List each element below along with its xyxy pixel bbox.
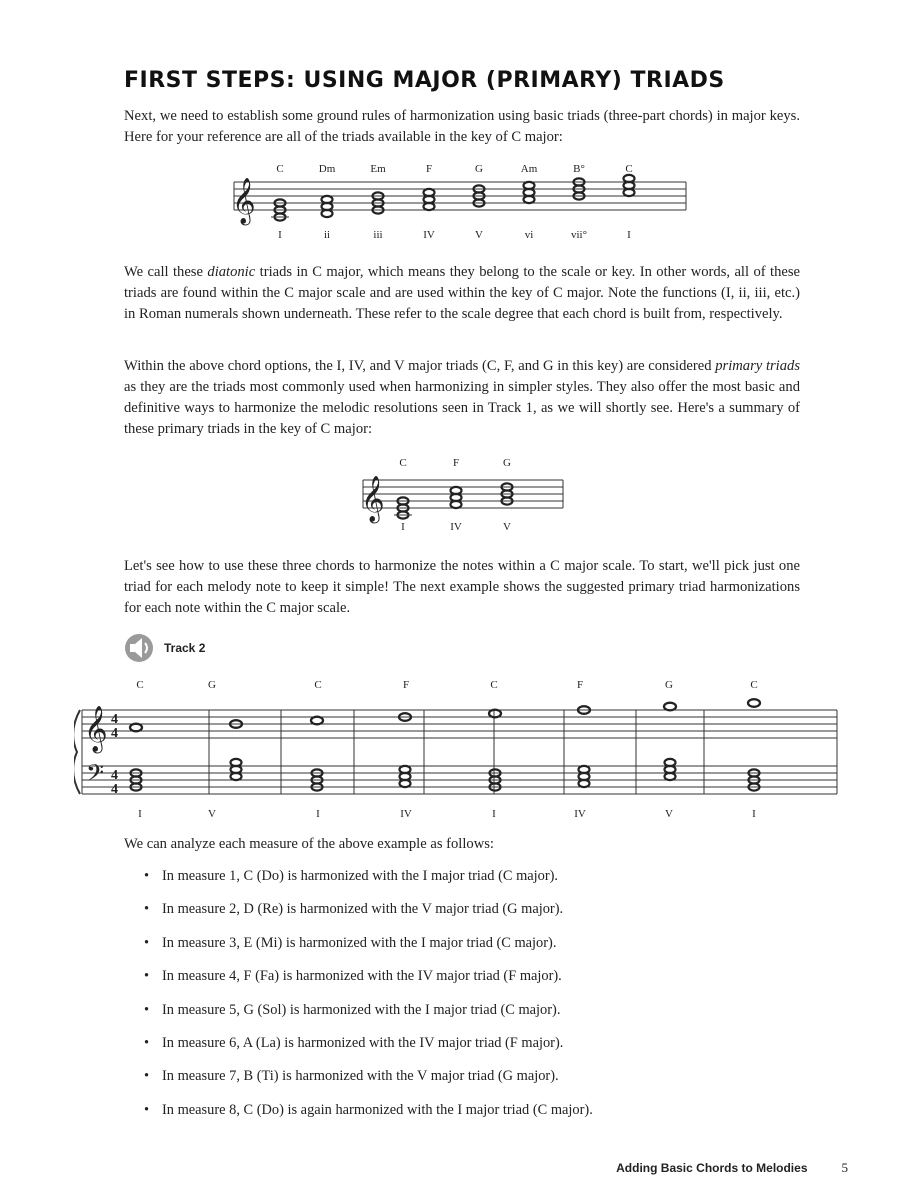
roman-numeral: ii <box>323 229 331 241</box>
melody-whole-note <box>311 717 323 725</box>
primary-triads-paragraph: Within the above chord options, the I, IV, and V major triads (C, F, and G in this key) are considered primary triads as they are the triads most commonly used when harmonizing in simpler styles. They also offer the most basic and definitive ways to harmonize the melodic resolutions seen in Track 1, as we will shortly see. Here's a summary of these primary triads in the key of C major: <box>124 358 801 437</box>
bullet-icon: • <box>144 1068 150 1085</box>
list-item-text: In measure 4, F (Fa) is harmonized with the IV major triad (F major). <box>162 968 562 985</box>
chord-symbol: C <box>399 457 407 469</box>
system-brace <box>74 710 80 794</box>
chord-symbol: B° <box>573 163 585 175</box>
roman-numeral: I <box>138 808 142 820</box>
bass-clef-icon: 𝄢 <box>86 761 105 792</box>
roman-numeral: I <box>752 808 756 820</box>
chord-symbol: C <box>750 679 758 691</box>
roman-numeral: V <box>665 808 673 820</box>
primary-triads-term: primary triads <box>715 358 801 374</box>
diatonic-paragraph: We call these diatonic triads in C major, which means they belong to the scale or key. In other words, all of these triads are found within the C major scale and are used within the key of C major. Note the functions (I, ii, iii, etc.) in Roman numerals shown underneath. These refer to the scale degree that each chord is built from, respectively. <box>124 264 800 322</box>
svg-text:4: 4 <box>111 726 118 741</box>
triad-8 <box>624 175 635 196</box>
track-label: Track 2 <box>164 641 206 655</box>
bullet-icon: • <box>144 1101 150 1118</box>
treble-clef-icon: 𝄞 <box>361 476 385 521</box>
bullet-icon: • <box>144 934 150 951</box>
list-item <box>144 899 593 932</box>
roman-numeral: iii <box>373 229 383 241</box>
time-signature <box>111 712 118 797</box>
roman-numeral: V <box>208 808 216 820</box>
primary-triad-2 <box>451 487 462 508</box>
melody-whole-note <box>748 699 760 707</box>
chord-symbol: F <box>576 679 584 691</box>
chord-symbol: C <box>490 679 498 691</box>
staff-lines <box>234 182 686 210</box>
bass-staff-lines <box>82 766 837 794</box>
triad-2 <box>322 196 333 217</box>
diatonic-triads-staff <box>226 156 696 246</box>
chord-symbol: G <box>665 679 673 691</box>
chord-symbol: C <box>625 163 633 175</box>
treble-clef-icon: 𝄞 <box>84 706 108 751</box>
section-heading: FIRST STEPS: USING MAJOR (PRIMARY) TRIADS <box>124 68 725 93</box>
svg-text:4: 4 <box>111 768 118 783</box>
treble-staff-lines <box>82 710 837 738</box>
chord-symbol: G <box>503 457 511 469</box>
list-item-text: In measure 2, D (Re) is harmonized with the V major triad (G major). <box>162 901 564 918</box>
diatonic-term: diatonic <box>207 264 256 280</box>
measure-analysis-list <box>144 866 593 1133</box>
list-item-text: In measure 5, G (Sol) is harmonized with the I major triad (C major). <box>162 1001 561 1018</box>
staff-lines <box>363 480 563 508</box>
primary-triads-staff <box>357 450 577 540</box>
chord-symbol: C <box>276 163 284 175</box>
footer-title: Adding Basic Chords to Melodies <box>616 1161 808 1175</box>
bass-triad-2 <box>231 759 242 780</box>
roman-numeral: IV <box>423 229 435 241</box>
bullet-icon: • <box>144 868 150 884</box>
roman-numeral: vii° <box>570 229 588 241</box>
list-item-text: In measure 1, C (Do) is harmonized with the I major triad (C major). <box>162 868 559 884</box>
intro-paragraph: Next, we need to establish some ground rules of harmonization using basic triads (three-part chords) in major keys. Here for your reference are all of the triads available in the key of C major: <box>124 108 800 145</box>
speaker-icon <box>124 633 158 663</box>
track-2-audio[interactable] <box>124 633 205 663</box>
list-item-text: In measure 6, A (La) is harmonized with the IV major triad (F major). <box>162 1034 564 1051</box>
svg-text:4: 4 <box>111 712 118 727</box>
melody-whole-note <box>130 724 142 732</box>
page-footer <box>616 1160 848 1176</box>
chord-symbol: G <box>475 163 483 175</box>
chord-symbol: G <box>208 679 216 691</box>
track-2-grand-staff <box>74 672 844 824</box>
harmonize-intro-paragraph: Let's see how to use these three chords to harmonize the notes within a C major scale. To start, we'll pick just one triad for each melody note to keep it simple! The next example shows the suggested primary triad harmonizations for each note within the C major scale. <box>124 558 800 616</box>
list-item-text: In measure 3, E (Mi) is harmonized with the I major triad (C major). <box>162 934 557 951</box>
chord-symbol: Em <box>370 163 386 175</box>
chord-symbol: Am <box>520 163 538 175</box>
roman-numeral: I <box>278 229 282 241</box>
analysis-intro-paragraph: We can analyze each measure of the above example as follows: <box>124 836 494 852</box>
bullet-icon: • <box>144 901 150 918</box>
list-item <box>144 933 593 966</box>
chord-symbol: F <box>425 163 433 175</box>
bullet-icon: • <box>144 1001 150 1018</box>
bullet-icon: • <box>144 968 150 985</box>
roman-numeral: V <box>503 521 511 533</box>
melody-whole-note <box>664 703 676 711</box>
list-item-text: In measure 7, B (Ti) is harmonized with the V major triad (G major). <box>162 1068 559 1085</box>
treble-clef-icon: 𝄞 <box>232 178 256 223</box>
bass-triad-7 <box>665 759 676 780</box>
bass-triad-6 <box>579 766 590 787</box>
roman-numeral: IV <box>450 521 462 533</box>
bass-triad-4 <box>400 766 411 787</box>
roman-numeral: V <box>475 229 483 241</box>
svg-text:4: 4 <box>111 782 118 797</box>
roman-numeral: IV <box>574 808 586 820</box>
list-item <box>144 866 593 899</box>
roman-numeral: IV <box>400 808 412 820</box>
list-item <box>144 1100 593 1133</box>
page-number: 5 <box>841 1160 848 1175</box>
bullet-icon: • <box>144 1034 150 1051</box>
list-item <box>144 1033 593 1066</box>
roman-numeral: I <box>316 808 320 820</box>
list-item-text: In measure 8, C (Do) is again harmonized with the I major triad (C major). <box>162 1101 593 1118</box>
list-item <box>144 1000 593 1033</box>
chord-symbol: C <box>314 679 322 691</box>
triad-6 <box>524 182 535 203</box>
chord-symbol: F <box>402 679 410 691</box>
chord-symbol: C <box>136 679 144 691</box>
list-item <box>144 1066 593 1099</box>
roman-numeral: I <box>627 229 631 241</box>
roman-numeral: I <box>401 521 405 533</box>
triad-4 <box>424 189 435 210</box>
melody-whole-note <box>489 710 501 718</box>
chord-symbol: F <box>452 457 460 469</box>
roman-numeral: I <box>492 808 496 820</box>
list-item <box>144 966 593 999</box>
roman-numeral: vi <box>524 229 534 241</box>
chord-symbol: Dm <box>318 163 336 175</box>
